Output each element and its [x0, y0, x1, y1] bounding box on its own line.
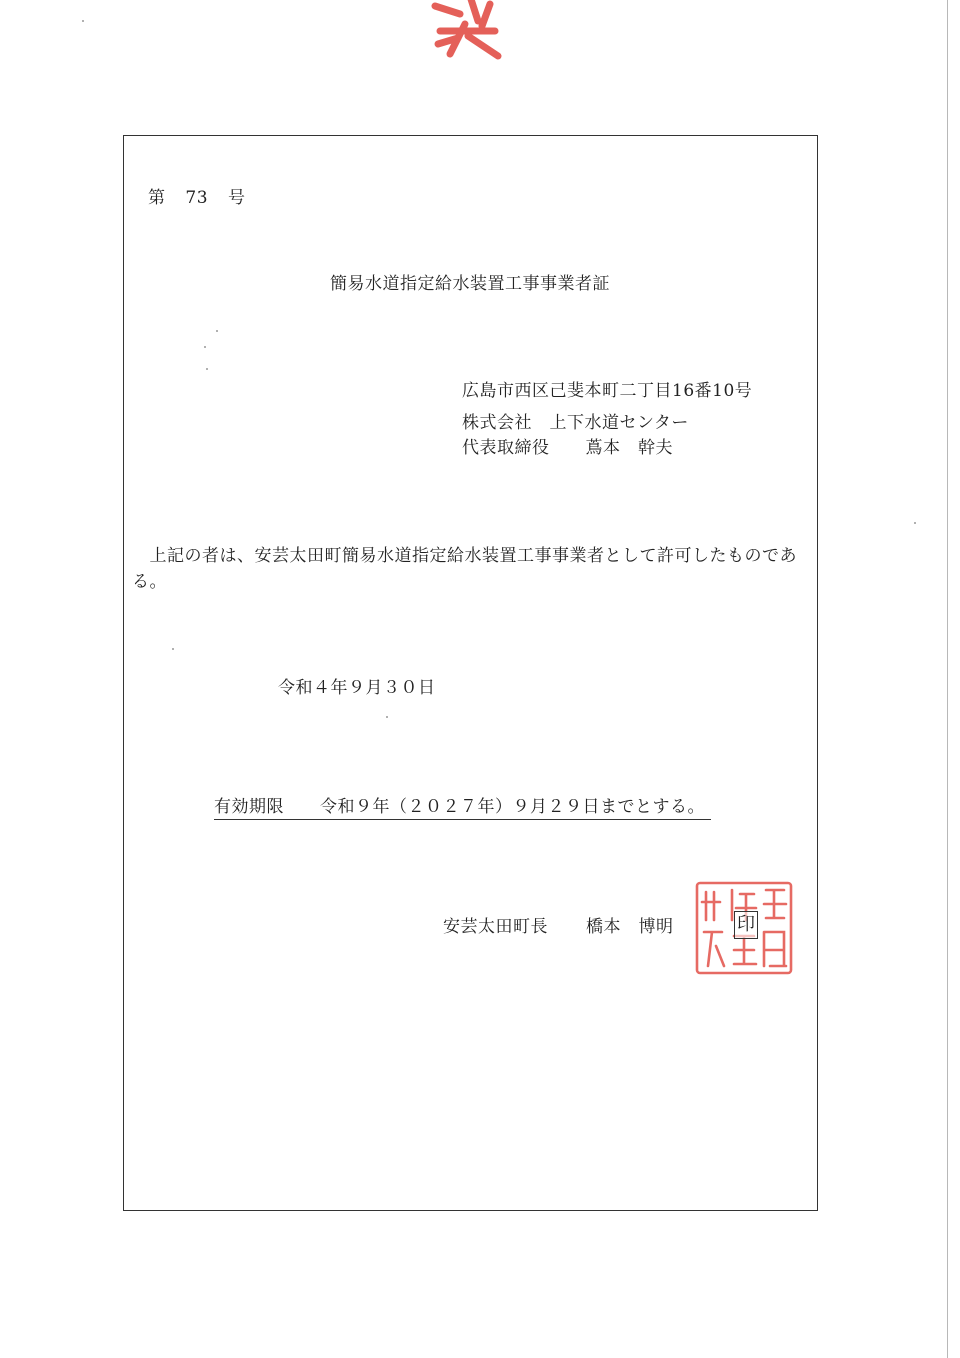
- scan-speck: [386, 716, 388, 718]
- issue-date: 令和４年９月３０日: [278, 678, 436, 698]
- issuer-line: [443, 915, 674, 939]
- top-red-stamp-image: [420, 0, 510, 66]
- issuer-title: 安芸太田町長: [443, 917, 548, 937]
- validity-line: [214, 795, 711, 820]
- number-suffix: 号: [227, 188, 246, 208]
- scan-speck: [914, 522, 916, 524]
- recipient-address: 広島市西区己斐本町二丁目16番10号: [462, 381, 753, 401]
- scan-speck: [172, 648, 174, 650]
- scan-speck: [206, 368, 208, 370]
- scan-speck: [216, 330, 218, 332]
- certificate-frame: [123, 135, 818, 1211]
- validity-value: 令和９年（２０２７年）９月２９日までとする。: [320, 797, 705, 817]
- recipient-company: 株式会社 上下水道センター: [462, 413, 689, 433]
- number-value: 73: [185, 188, 209, 208]
- rep-role: 代表取締役: [462, 438, 550, 458]
- rep-name: 蔦本 幹夫: [585, 438, 673, 458]
- issuer-name: 橋本 博明: [586, 917, 674, 937]
- certification-body: [132, 543, 812, 595]
- document-title: 簡易水道指定給水装置工事事業者証: [330, 274, 610, 294]
- scan-speck: [82, 20, 84, 22]
- validity-label: 有効期限: [214, 797, 284, 817]
- scan-page-edge: [947, 0, 948, 1358]
- number-prefix: 第: [148, 188, 166, 208]
- seal-mark-box: 印: [734, 911, 758, 939]
- body-text: 上記の者は、安芸太田町簡易水道指定給水装置工事事業者として許可したものである。: [132, 546, 797, 592]
- certificate-number: [148, 186, 259, 210]
- scan-speck: [204, 346, 206, 348]
- recipient-representative: [462, 436, 673, 460]
